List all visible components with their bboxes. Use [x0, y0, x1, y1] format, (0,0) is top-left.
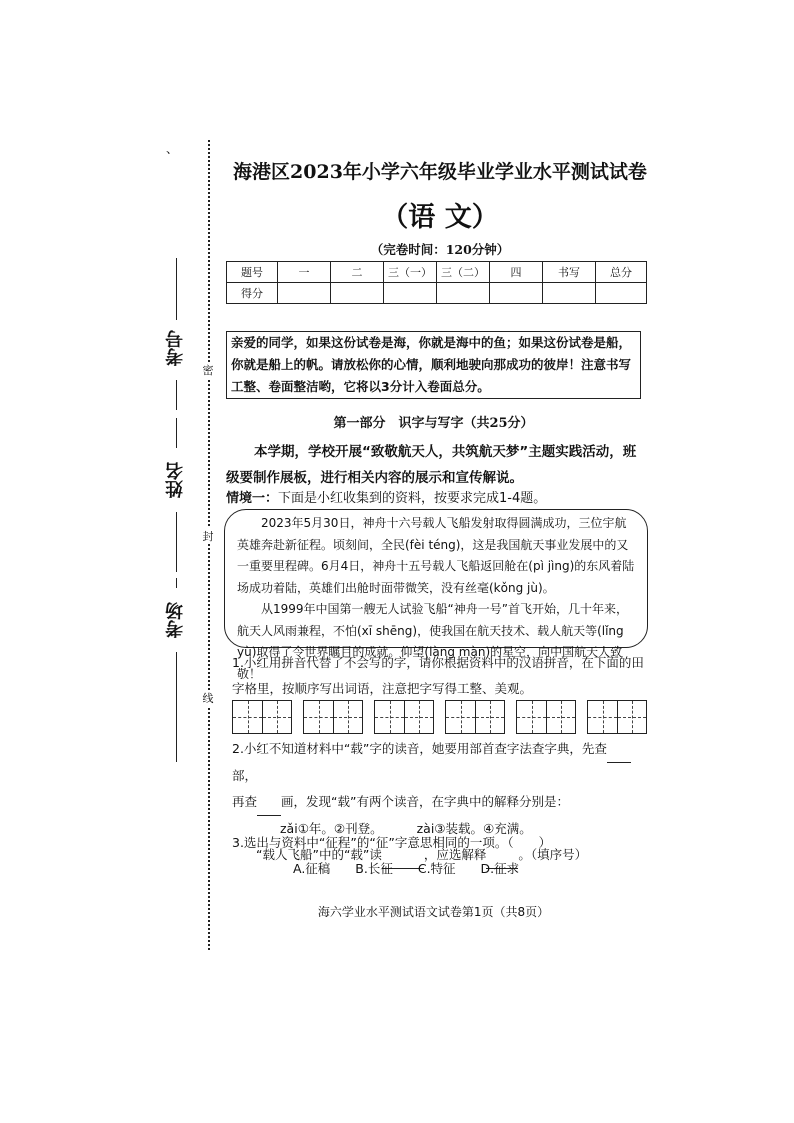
notice-box [226, 331, 641, 399]
name-line [176, 418, 177, 448]
table-cell: 得分 [227, 283, 278, 304]
table-cell: 二 [331, 262, 384, 283]
table-cell: 题号 [227, 262, 278, 283]
score-input-cell[interactable] [384, 283, 437, 304]
question-3: 3.选出与资料中“征程”的“征”字意思相同的一项。（ ） [232, 835, 552, 850]
exam-room-line-lower [176, 652, 177, 762]
exam-room-label: 考场 [165, 602, 186, 638]
radical-blank[interactable] [607, 736, 631, 763]
question-2-text-g: 。（填序号） [518, 847, 588, 862]
score-input-cell[interactable] [278, 283, 331, 304]
part1-intro [226, 439, 646, 491]
table-cell: 总分 [596, 262, 647, 283]
question-2-text-e: “载人飞船”中的“载”读 [256, 847, 382, 862]
question-2-text-b: 部， [232, 768, 258, 783]
question-1: 1.小红用拼音代替了不会写的字，请你根据资料中的汉语拼音，在下面的田字格里，按顺序写出词语，注意把字写得工整、美观。 [232, 655, 644, 696]
stroke-count-blank[interactable] [257, 789, 281, 816]
question-2-text-d: 画，发现“载”有两个读音，在字典中的解释分别是： [281, 794, 569, 809]
table-cell: 三（一） [384, 262, 437, 283]
question-2-text-c: 再查 [232, 794, 258, 809]
tianzige-answer-box[interactable] [587, 700, 647, 734]
score-table-header-row [227, 262, 647, 283]
name-label: 姓名 [165, 462, 186, 498]
exam-number-line-lower [176, 380, 177, 410]
question-3-options: A.征稿 B.长征 C.特征 D.征求 [293, 861, 520, 876]
tianzige-answer-box[interactable] [232, 700, 292, 734]
score-table-score-row [227, 283, 647, 304]
part1-title: 第一部分 识字与写字（共25分） [333, 416, 534, 431]
score-input-cell[interactable] [437, 283, 490, 304]
table-cell: 三（二） [437, 262, 490, 283]
exam-title: 海港区2023年小学六年级毕业学业水平测试试卷 [233, 161, 647, 183]
page-footer: 海六学业水平测试语文试卷第1页（共8页） [317, 905, 550, 919]
question-2-text-f: ，应选解释 [423, 847, 487, 862]
material-paragraph-1: 2023年5月30日，神舟十六号载人飞船发射取得圆满成功，三位宇航英雄奔赴新征程。顷刻间，全民(fèi téng)，这是我国航天事业发展中的又一重要里程碑。6月4日，神舟十五号载人飞船返回舱在(pì jìng)的东风着陆场成功着陆，英雄们出舱时面带微笑，没有丝毫(kǒng jù)。 [237, 516, 635, 595]
score-input-cell[interactable] [596, 283, 647, 304]
pronunciation-option-1: zǎi①年。②刊登。 [280, 821, 383, 836]
seal-mark-mi: 密 [199, 362, 217, 378]
scene-text: 下面是小红收集到的资料，按要求完成1-4题。 [278, 491, 547, 506]
score-input-cell[interactable] [490, 283, 543, 304]
exam-number-line [176, 258, 177, 320]
exam-room-line [176, 578, 177, 588]
name-line-lower [176, 512, 177, 572]
exam-number-label: 考号 [165, 330, 186, 366]
seal-mark-xian: 线 [199, 690, 217, 706]
score-input-cell[interactable] [331, 283, 384, 304]
part1-intro-text: 本学期，学校开展“致敬航天人，共筑航天梦”主题实践活动，班级要制作展板，进行相关内容的展示和宣传解说。 [226, 444, 637, 486]
tianzige-answer-box[interactable] [303, 700, 363, 734]
table-cell: 四 [490, 262, 543, 283]
table-cell: 一 [278, 262, 331, 283]
notice-text: 亲爱的同学，如果这份试卷是海，你就是海中的鱼；如果这份试卷是船，你就是船上的帆。请放松你的心情，顺利地驶向那成功的彼岸！注意书写工整、卷面整洁哟，它将以3分计入卷面总分。 [231, 335, 632, 394]
tianzige-answer-box[interactable] [445, 700, 505, 734]
seal-dotted-line [208, 140, 210, 950]
corner-mark: 、 [166, 142, 179, 156]
material-paragraph-2: 从1999年中国第一艘无人试验飞船“神舟一号”首飞开始，几十年来，航天人风雨兼程，不怕(xī shēng)，使我国在航天技术、载人航天等(lǐng yù)取得了令世界瞩目的成就。仰望(làng màn)的星空，向中国航天人致敬！ [237, 602, 628, 681]
question-2-text-a: 2.小红不知道材料中“载”字的读音，她要用部首查字法查字典，先查 [232, 741, 607, 756]
pronunciation-option-2: zài③装载。④充满。 [416, 821, 532, 836]
tianzige-row [232, 700, 647, 734]
score-input-cell[interactable] [543, 283, 596, 304]
subject-title: （语 文） [381, 202, 499, 233]
tianzige-answer-box[interactable] [374, 700, 434, 734]
seal-mark-feng: 封 [199, 528, 217, 544]
score-table [226, 261, 647, 304]
scene-label: 情境一： [226, 491, 279, 506]
tianzige-answer-box[interactable] [516, 700, 576, 734]
exam-time: （完卷时间：120分钟） [370, 242, 510, 257]
table-cell: 书写 [543, 262, 596, 283]
